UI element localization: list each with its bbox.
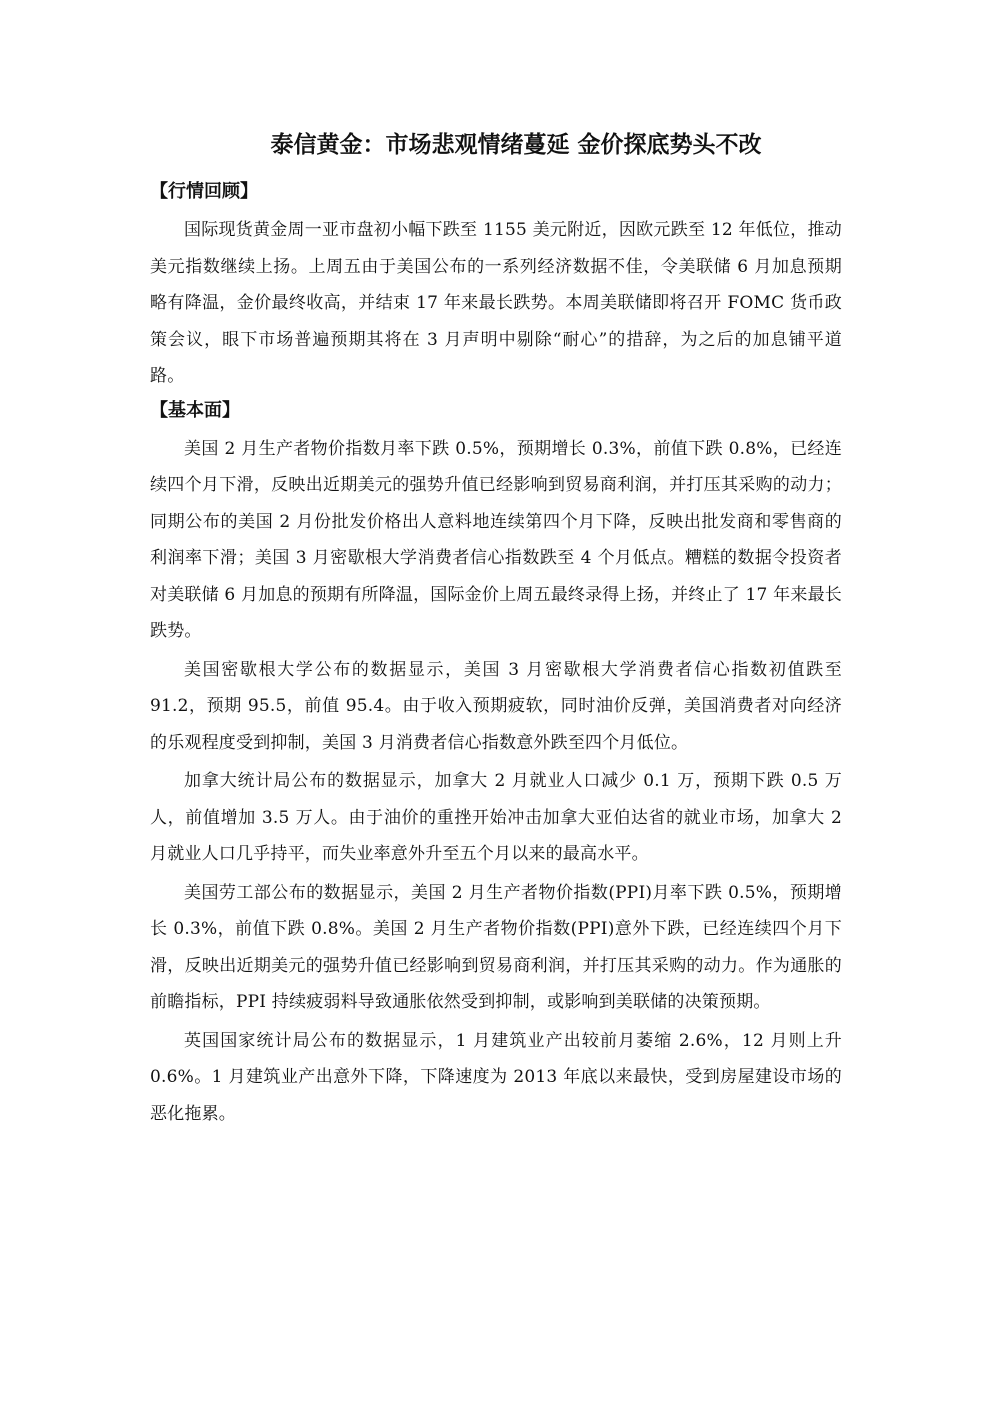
paragraph: 美国劳工部公布的数据显示，美国 2 月生产者物价指数(PPI)月率下跌 0.5%，预期增长 0.3%，前值下跌 0.8%。美国 2 月生产者物价指数(PPI)意外下跌，已经连续四个月下滑，反映出近期美元的强势升值已经影响到贸易商利润，并打压其采购的动力。作为通胀的前瞻指标，PPI 持续疲弱料导致通胀依然受到抑制，或影响到美联储的决策预期。 bbox=[150, 882, 842, 1012]
document-body bbox=[150, 178, 842, 1134]
paragraph: 英国国家统计局公布的数据显示，1 月建筑业产出较前月萎缩 2.6%，12 月则上升 0.6%。1 月建筑业产出意外下降，下降速度为 2013 年底以来最快，受到房屋建设市场的恶化拖累。 bbox=[150, 1030, 842, 1124]
document-title: 泰信黄金：市场悲观情绪蔓延 金价探底势头不改 bbox=[270, 132, 762, 158]
paragraph: 美国密歇根大学公布的数据显示，美国 3 月密歇根大学消费者信心指数初值跌至 91.2，预期 95.5，前值 95.4。由于收入预期疲软，同时油价反弹，美国消费者对向经济的乐观程度受到抑制，美国 3 月消费者信心指数意外跌至四个月低位。 bbox=[150, 659, 842, 753]
section-heading-market-review: 【行情回顾】 bbox=[150, 181, 258, 202]
paragraph: 国际现货黄金周一亚市盘初小幅下跌至 1155 美元附近，因欧元跌至 12 年低位，推动美元指数继续上扬。上周五由于美国公布的一系列经济数据不佳，令美联储 6 月加息预期略有降温，金价最终收高，并结束 17 年来最长跌势。本周美联储即将召开 FOMC 货币政策会议，眼下市场普遍预期其将在 3 月声明中剔除“耐心”的措辞，为之后的加息铺平道路。 bbox=[150, 220, 842, 386]
section-market-review bbox=[150, 178, 842, 395]
section-fundamentals bbox=[150, 397, 842, 1133]
section-heading-fundamentals: 【基本面】 bbox=[150, 399, 240, 421]
paragraph: 加拿大统计局公布的数据显示，加拿大 2 月就业人口减少 0.1 万，预期下跌 0.5 万人，前值增加 3.5 万人。由于油价的重挫开始冲击加拿大亚伯达省的就业市场，加拿大 2 月就业人口几乎持平，而失业率意外升至五个月以来的最高水平。 bbox=[150, 771, 842, 864]
paragraph: 美国 2 月生产者物价指数月率下跌 0.5%，预期增长 0.3%，前值下跌 0.8%，已经连续四个月下滑，反映出近期美元的强势升值已经影响到贸易商利润，并打压其采购的动力；同期公布的美国 2 月份批发价格出人意料地连续第四个月下降，反映出批发商和零售商的利润率下滑；美国 3 月密歇根大学消费者信心指数跌至 4 个月低点。糟糕的数据令投资者对美联储 6 月加息的预期有所降温，国际金价上周五最终录得上扬，并终止了 17 年来最长跌势。 bbox=[150, 438, 842, 641]
